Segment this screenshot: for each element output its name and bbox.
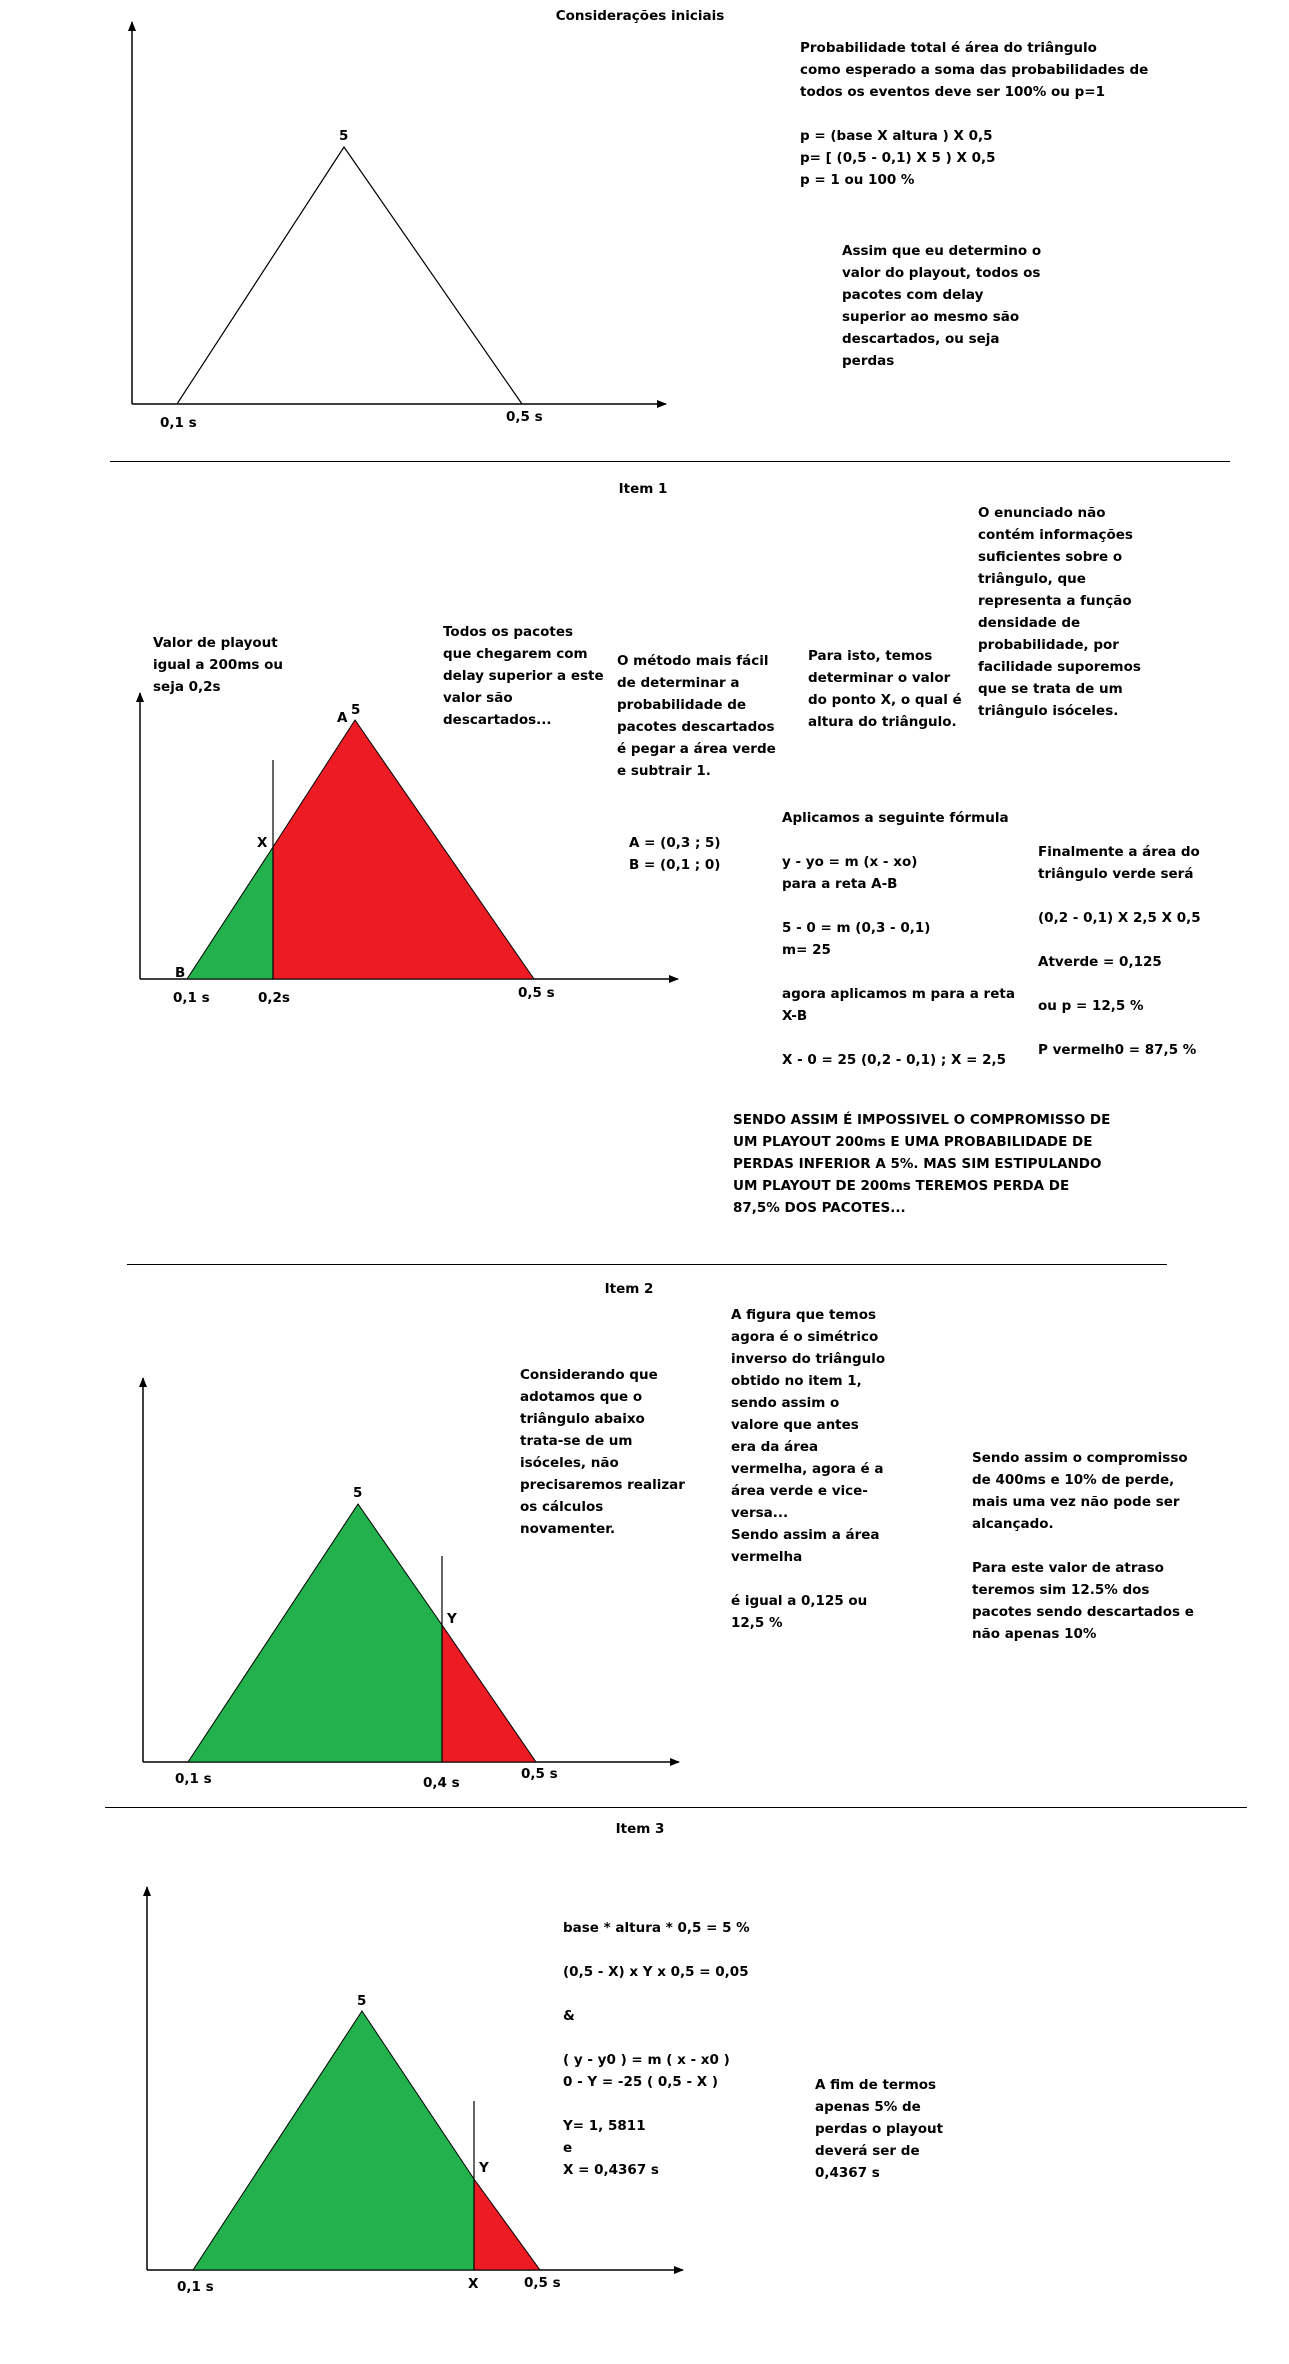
item1-conclusion-text: SENDO ASSIM É IMPOSSIVEL O COMPROMISSO DE UM PLAYOUT 200ms E UMA PROBABILIDADE DE PERDAS INFERIOR A 5%. MAS SIM ESTIPULANDO UM PLAYOUT DE 200ms TEREMOS PERDA DE 87,5% DOS PACOTES... — [733, 1112, 1111, 1216]
item2-x-mid-label: 0,4 s — [423, 1775, 460, 1791]
item2-conclusion-text: Sendo assim o compromisso de 400ms e 10% de perde, mais uma vez não pode ser alcançado. Para este valor de atraso teremos sim 12.5% dos pacotes sendo descartados e não apenas 10% — [972, 1450, 1194, 1642]
item2-considering-text: Considerando que adotamos que o triângulo abaixo trata-se de um isóceles, não precisaremos realizar os cálculos novamenter. — [520, 1367, 685, 1537]
item2-green-area — [188, 1504, 442, 1762]
item1-statement-text: O enunciado não contém informações suficientes sobre o triângulo, que representa a função densidade de probabilidade, por facilidade suporemos que se trata de um triângulo isóceles. — [978, 505, 1141, 719]
intro-x-start-label: 0,1 s — [160, 415, 197, 431]
item1-point-a-label: A — [337, 710, 348, 726]
item1-diagram — [140, 693, 678, 1006]
item1-formula-text: Aplicamos a seguinte fórmula y - yo = m (x - xo) para a reta A-B 5 - 0 = m (0,3 - 0,1) m= 25 agora aplicamos m para a reta X-B X - 0 = 25 (0,2 - 0,1) ; X = 2,5 — [782, 810, 1015, 1068]
item2-title: Item 2 — [604, 1281, 654, 1297]
item1-green-area — [187, 847, 273, 979]
item3-red-area — [474, 2179, 540, 2270]
item1-title: Item 1 — [618, 481, 668, 497]
item1-area-text: Finalmente a área do triângulo verde será (0,2 - 0,1) X 2,5 X 0,5 Atverde = 0,125 ou p = 12,5 % P vermelh0 = 87,5 % — [1038, 844, 1201, 1058]
item3-diagram — [147, 1887, 683, 2295]
item3-x-mid-label: X — [468, 2276, 479, 2292]
item1-method-text: O método mais fácil de determinar a probabilidade de pacotes descartados é pegar a área verde e subtrair 1. — [617, 653, 776, 779]
intro-formula-text: p = (base X altura ) X 0,5 p= [ (0,5 - 0,1) X 5 ) X 0,5 p = 1 ou 100 % — [800, 128, 996, 188]
item3-title: Item 3 — [615, 1821, 665, 1837]
item2-peak-label: 5 — [353, 1485, 363, 1501]
item3-point-y-label: Y — [479, 2160, 489, 2176]
item3-conclusion-text: A fim de termos apenas 5% de perdas o playout deverá ser de 0,4367 s — [815, 2077, 944, 2181]
item1-x-mid-label: 0,2s — [258, 990, 290, 1006]
intro-total-probability-text: Probabilidade total é área do triângulo como esperado a soma das probabilidades de todos os eventos deve ser 100% ou p=1 — [800, 40, 1149, 100]
intro-x-end-label: 0,5 s — [506, 409, 543, 425]
item1-discard-text: Todos os pacotes que chegarem com delay superior a este valor são descartados... — [443, 624, 604, 728]
item1-x-start-label: 0,1 s — [173, 990, 210, 1006]
item3-x-end-label: 0,5 s — [524, 2275, 561, 2291]
item3-calc-text: base * altura * 0,5 = 5 % (0,5 - X) x Y x 0,5 = 0,05 & ( y - y0 ) = m ( x - x0 ) 0 - Y = -25 ( 0,5 - X ) Y= 1, 5811 e X = 0,4367 s — [563, 1920, 750, 2178]
item2-point-y-label: Y — [447, 1611, 457, 1627]
item3-green-area — [193, 2011, 474, 2270]
item1-need-text: Para isto, temos determinar o valor do ponto X, o qual é altura do triângulo. — [808, 648, 962, 730]
item2-diagram — [143, 1378, 679, 1791]
intro-triangle — [177, 147, 522, 404]
item1-red-area — [273, 720, 534, 979]
item2-red-area — [442, 1625, 536, 1762]
item2-figure-text: A figura que temos agora é o simétrico inverso do triângulo obtido no item 1, sendo assim o valore que antes era da área vermelha, agora é a área verde e vice- versa... Sendo assim a área vermelha é igual a 0,125 ou 12,5 % — [731, 1307, 886, 1631]
intro-peak-label: 5 — [339, 128, 349, 144]
item1-points-text: A = (0,3 ; 5) B = (0,1 ; 0) — [629, 835, 721, 873]
item3-x-start-label: 0,1 s — [177, 2279, 214, 2295]
item3-peak-label: 5 — [357, 1993, 367, 2009]
item1-x-end-label: 0,5 s — [518, 985, 555, 1001]
intro-playout-text: Assim que eu determino o valor do playout, todos os pacotes com delay superior ao mesmo são descartados, ou seja perdas — [842, 243, 1042, 369]
item1-point-x-label: X — [257, 835, 268, 851]
item2-x-start-label: 0,1 s — [175, 1771, 212, 1787]
item1-peak-label: 5 — [351, 702, 361, 718]
intro-title: Considerações iniciais — [555, 8, 725, 24]
item1-point-b-label: B — [175, 965, 186, 981]
item1-playout-text: Valor de playout igual a 200ms ou seja 0,2s — [153, 635, 284, 695]
item2-x-end-label: 0,5 s — [521, 1766, 558, 1782]
intro-diagram — [132, 22, 666, 431]
